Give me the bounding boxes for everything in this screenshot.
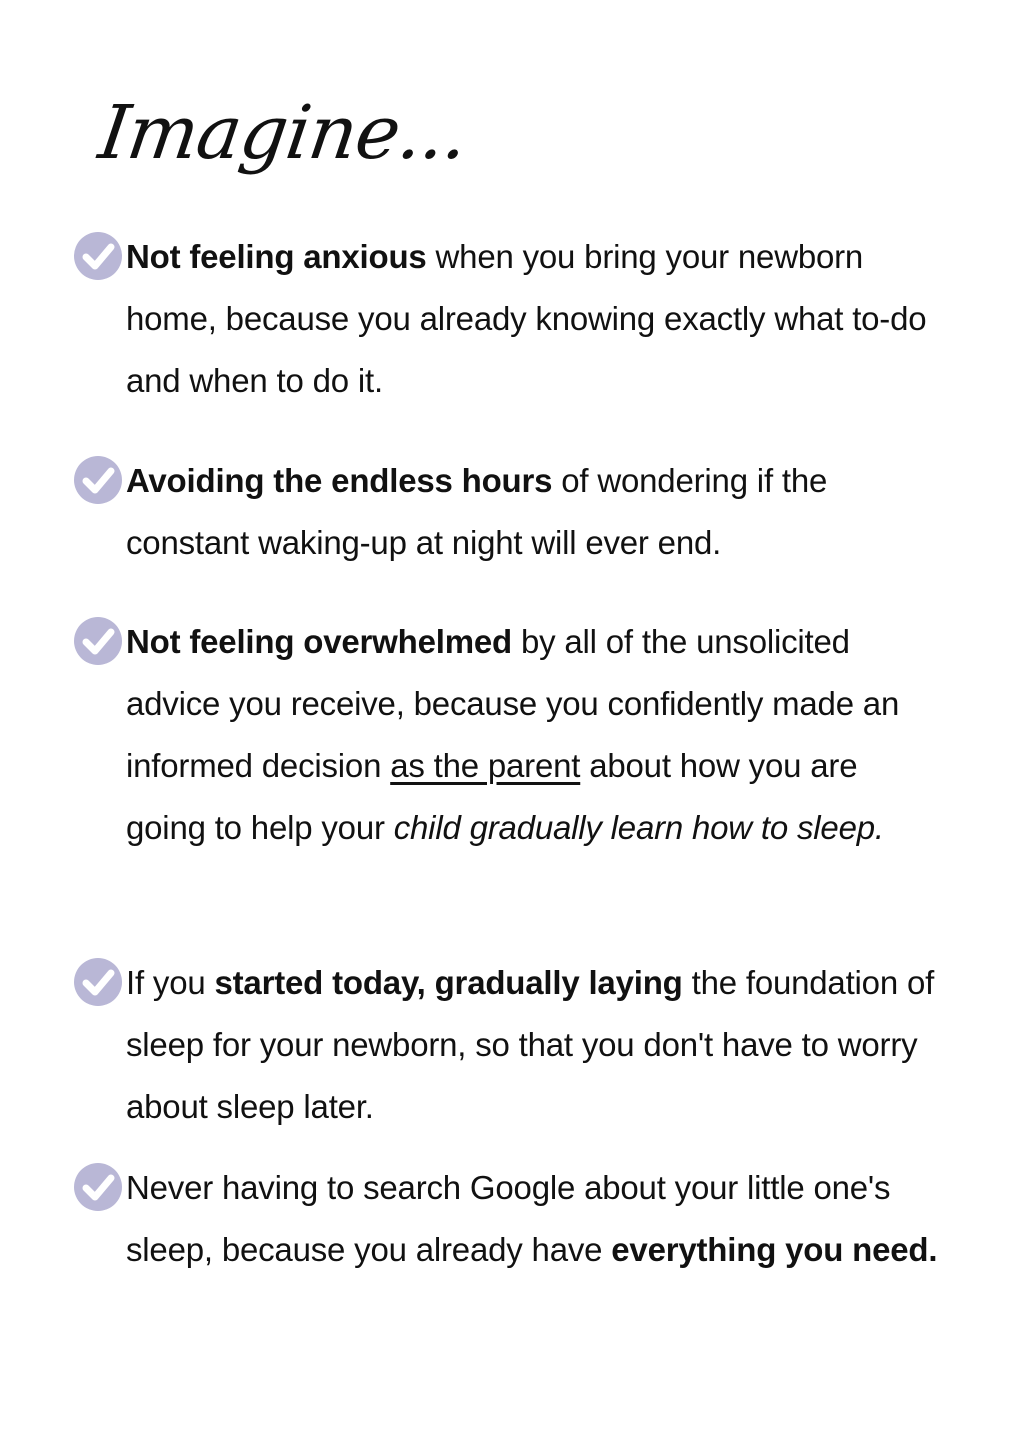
check-circle-icon (74, 1163, 122, 1211)
check-circle-icon (74, 232, 122, 280)
item-lead-text: If you (126, 964, 215, 1001)
check-circle-icon (74, 456, 122, 504)
item-body-text: when you bring your newborn home, because you already knowing exactly what to-do and when to do it. (126, 238, 927, 399)
item-bold-text: everything you need. (611, 1231, 938, 1268)
item-italic-text: child gradually learn how to sleep. (393, 809, 884, 846)
check-circle-icon (74, 958, 122, 1006)
item-lead-text: Never having to search Google about your little one's sleep, because you already have (126, 1169, 891, 1268)
item-bold-text: started today, gradually laying (214, 964, 683, 1001)
list-item-text (126, 226, 941, 412)
item-body-text: by all of the unsolicited advice you receive, because you confidently made an informed decision (126, 623, 900, 784)
page-title: Imagine... (93, 90, 473, 176)
item-bold-text: Not feeling anxious (126, 238, 427, 275)
item-body-text: of wondering if the constant waking-up at night will ever end. (126, 462, 828, 561)
item-bold-text: Not feeling overwhelmed (126, 623, 512, 660)
list-item-text (126, 952, 941, 1138)
item-underlined-text: as the parent (390, 747, 581, 784)
list-item-text (126, 611, 941, 859)
list-item-text (126, 1157, 941, 1281)
item-body-text: the foundation of sleep for your newborn, so that you don't have to worry about sleep later. (126, 964, 935, 1125)
item-body-text: about how you are going to help your (126, 747, 858, 846)
list-item-text (126, 450, 941, 574)
check-circle-icon (74, 617, 122, 665)
item-bold-text: Avoiding the endless hours (126, 462, 553, 499)
